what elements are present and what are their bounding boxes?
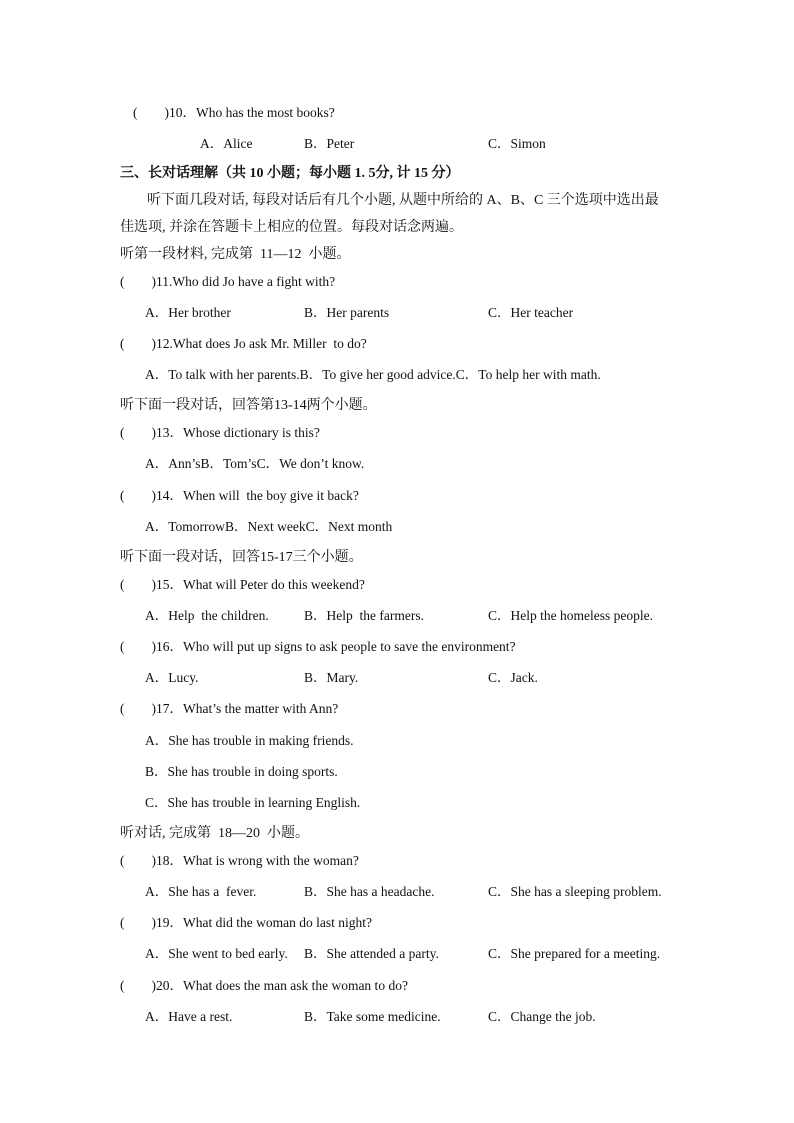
question-18-stem: ( )18．What is wrong with the woman? [120, 853, 359, 868]
question-19-option-a: A．She went to bed early. [145, 946, 288, 961]
question-17-option-b: B．She has trouble in doing sports. [145, 764, 338, 779]
question-15-option-b: B．Help the farmers. [304, 608, 424, 623]
question-17-stem: ( )17．What’s the matter with Ann? [120, 701, 339, 716]
question-10-option-c: C．Simon [488, 136, 546, 151]
material-2-heading: 听下面一段对话，回答第13-14两个小题。 [120, 398, 377, 413]
question-15-option-c: C．Help the homeless people. [488, 608, 653, 623]
question-20-option-b: B．Take some medicine. [304, 1009, 441, 1024]
section-instruction-line-1: 听下面几段对话, 每段对话后有几个小题, 从题中所给的 A、B、C 三个选项中选出最 [147, 193, 659, 208]
question-17-option-a: A．She has trouble in making friends. [145, 733, 354, 748]
question-12-stem: ( )12.What does Jo ask Mr. Miller to do? [120, 336, 367, 351]
question-19-stem: ( )19．What did the woman do last night? [120, 915, 372, 930]
question-18-option-c: C．She has a sleeping problem. [488, 884, 662, 899]
question-11-option-a: A．Her brother [145, 305, 231, 320]
question-16-option-a: A．Lucy. [145, 670, 199, 685]
question-11-option-b: B．Her parents [304, 305, 390, 320]
question-15-stem: ( )15．What will Peter do this weekend? [120, 577, 365, 592]
question-16-option-b: B．Mary. [304, 670, 359, 685]
question-18-option-a: A．She has a fever. [145, 884, 257, 899]
material-1-heading: 听第一段材料, 完成第 11—12 小题。 [120, 247, 351, 262]
question-10-stem: ( )10．Who has the most books? [133, 105, 335, 120]
question-16-stem: ( )16．Who will put up signs to ask people to save the environment? [120, 639, 516, 654]
question-13-options: A．Ann’sB．Tom’sC．We don’t know. [145, 456, 365, 471]
question-11-option-c: C．Her teacher [488, 305, 574, 320]
question-17-option-c: C．She has trouble in learning English. [145, 795, 361, 810]
question-13-stem: ( )13．Whose dictionary is this? [120, 425, 320, 440]
section-instruction-line-2: 佳选项, 并涂在答题卡上相应的位置。每段对话念两遍。 [120, 220, 463, 235]
question-12-options: A．To talk with her parents.B．To give her good advice.C．To help her with math. [145, 367, 601, 382]
question-16-option-c: C．Jack. [488, 670, 538, 685]
material-4-heading: 听对话, 完成第 18—20 小题。 [120, 826, 309, 841]
question-15-option-a: A．Help the children. [145, 608, 269, 623]
question-14-stem: ( )14．When will the boy give it back? [120, 488, 359, 503]
question-18-option-b: B．She has a headache. [304, 884, 435, 899]
question-11-stem: ( )11.Who did Jo have a fight with? [120, 274, 336, 289]
question-10-option-b: B．Peter [304, 136, 355, 151]
question-20-option-c: C．Change the job. [488, 1009, 596, 1024]
question-19-option-c: C．She prepared for a meeting. [488, 946, 661, 961]
question-14-options: A．TomorrowB．Next weekC．Next month [145, 519, 393, 534]
question-20-option-a: A．Have a rest. [145, 1009, 233, 1024]
section-title: 三、长对话理解（共 10 小题；每小题 1. 5分, 计 15 分） [120, 166, 460, 181]
material-3-heading: 听下面一段对话，回答15-17三个小题。 [120, 550, 363, 565]
question-20-stem: ( )20．What does the man ask the woman to do? [120, 978, 408, 993]
question-10-option-a: A．Alice [200, 136, 253, 151]
question-19-option-b: B．She attended a party. [304, 946, 439, 961]
